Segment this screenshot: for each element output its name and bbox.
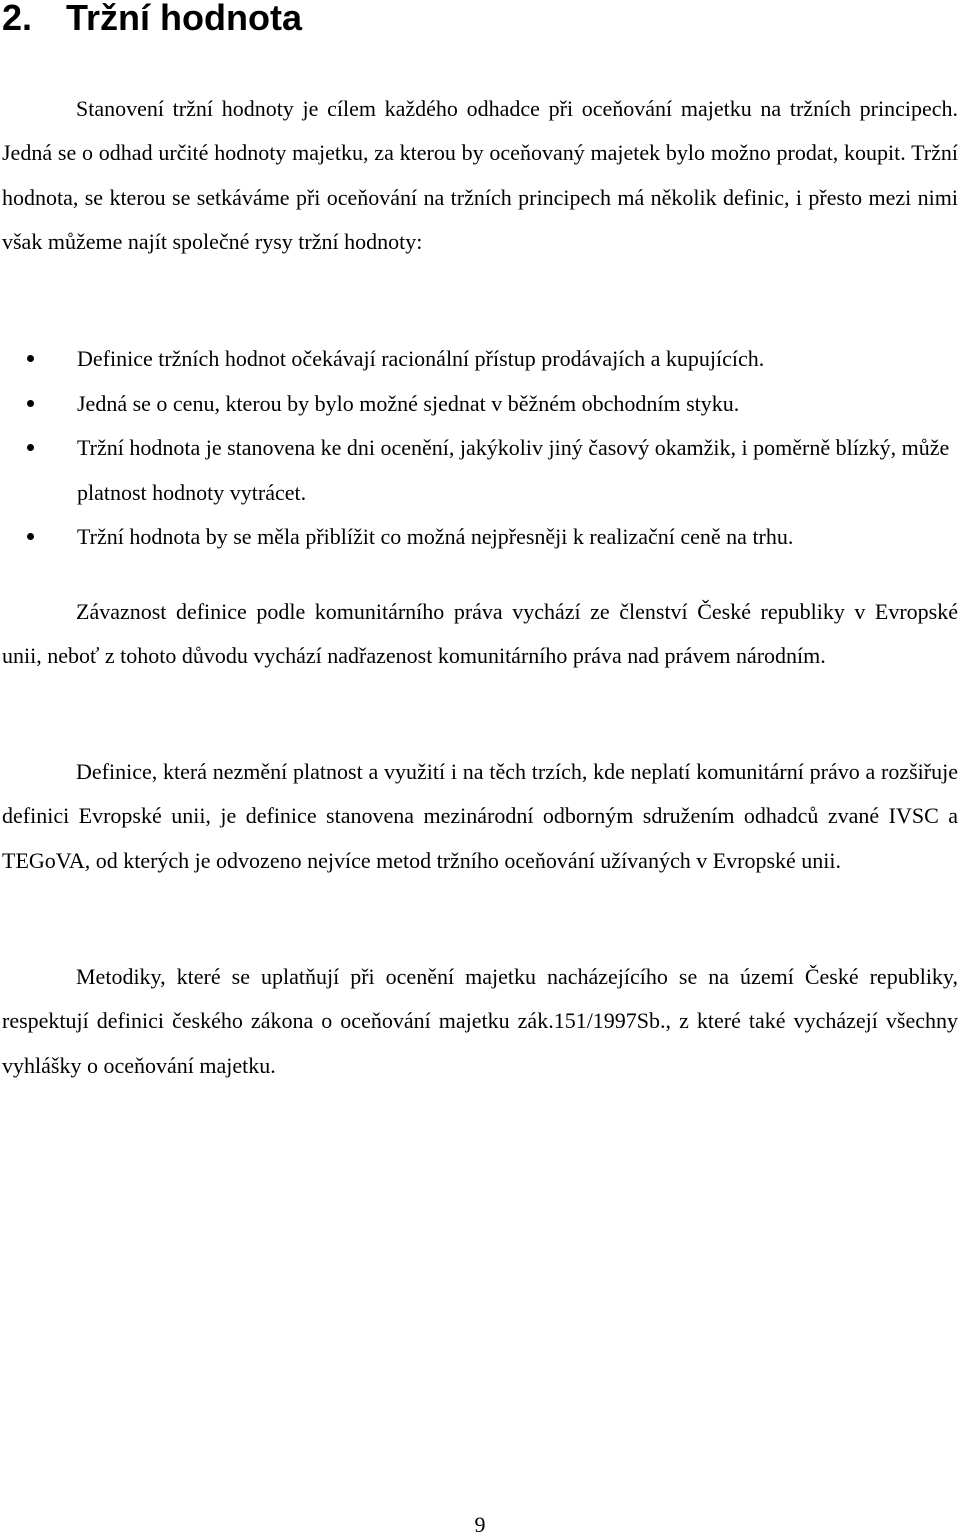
- section-heading: [2, 0, 302, 38]
- section-title: Tržní hodnota: [66, 0, 302, 38]
- paragraph-czech-methods: Metodiky, které se uplatňují při ocenění majetku nacházejícího se na území České republiky, respektují definici českého zákona o oceňování majetku zák.151/1997Sb., z které také vycházejí všechny vyhlášky o oceňování majetku.: [2, 964, 958, 1078]
- section-number: 2.: [2, 0, 33, 38]
- bullet-icon: [27, 444, 34, 451]
- list-item: [2, 337, 958, 382]
- list-item-text: Definice tržních hodnot očekávají racionální přístup prodávajích a kupujících.: [77, 346, 765, 371]
- list-item: [2, 426, 958, 515]
- bullet-icon: [27, 355, 34, 362]
- list-item: [2, 515, 958, 560]
- page-number: 9: [474, 1512, 486, 1537]
- market-value-features-list: [2, 337, 958, 560]
- paragraph-intro: Stanovení tržní hodnoty je cílem každého odhadce při oceňování majetku na tržních principech. Jedná se o odhad určité hodnoty majetku, za kterou by oceňovaný majetek bylo možno prodat, koupit. Tržní hodnota, se kterou se setkáváme při oceňování na tržních principech má několik definic, i přesto mezi nimi však můžeme najít společné rysy tržní hodnoty:: [2, 96, 958, 255]
- bullet-icon: [27, 533, 34, 540]
- paragraph-community-law: Závaznost definice podle komunitárního práva vychází ze členství České republiky v Evropské unii, neboť z tohoto důvodu vychází nadřazenost komunitárního práva nad právem národním.: [2, 599, 958, 669]
- bullet-icon: [27, 400, 34, 407]
- list-item-text: Jedná se o cenu, kterou by bylo možné sjednat v běžném obchodním styku.: [77, 390, 740, 416]
- paragraph-ivsc-tegova: Definice, která nezmění platnost a využití i na těch trzích, kde neplatí komunitární právo a rozšiřuje definici Evropské unii, je definice stanovena mezinárodní odborným sdružením odhadců zvané IVSC a TEGoVA, od kterých je odvozeno nejvíce metod tržního oceňování užívaných v Evropské unii.: [2, 759, 958, 873]
- list-item: [2, 382, 958, 427]
- list-item-text: Tržní hodnota je stanovena ke dni ocenění, jakýkoliv jiný časový okamžik, i poměrně blízký, může platnost hodnoty vytrácet.: [77, 435, 950, 505]
- list-item-text: Tržní hodnota by se měla přiblížit co možná nejpřesněji k realizační ceně na trhu.: [77, 524, 794, 549]
